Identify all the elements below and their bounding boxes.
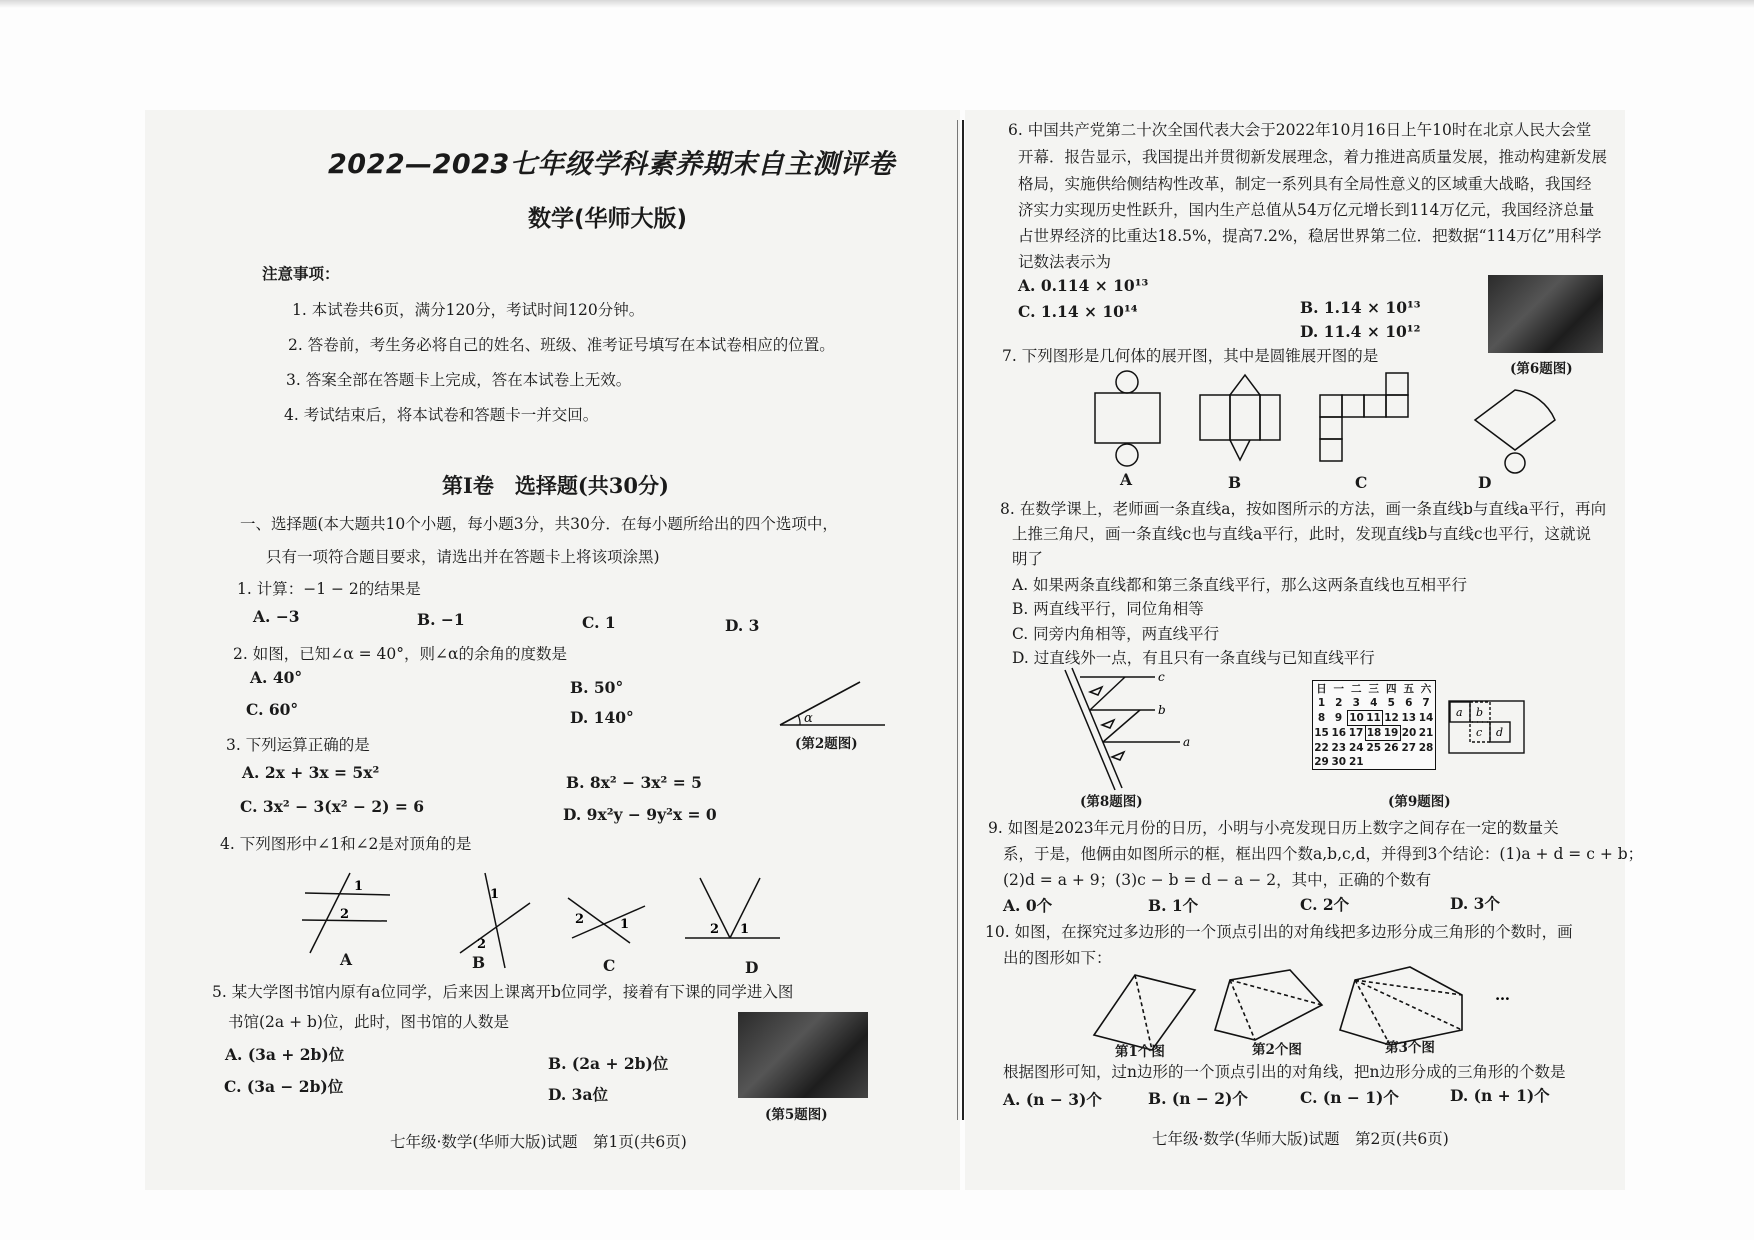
q3-stem: 3. 下列运算正确的是 (226, 736, 370, 754)
q8-stem: 明了 (1012, 550, 1044, 568)
q10-option-a: A. (n − 3)个 (1003, 1090, 1102, 1109)
q9-option-b: B. 1个 (1148, 896, 1199, 915)
calendar-table (1312, 680, 1436, 770)
notice-heading: 注意事项： (262, 264, 340, 283)
q6-option-d: D. 11.4 × 10¹² (1300, 322, 1421, 341)
q9-figure-caption: (第9题图) (1388, 794, 1451, 810)
q5-option-c: C. (3a − 2b)位 (224, 1077, 344, 1096)
q6-line: 开幕．报告显示，我国提出并贯彻新发展理念，着力推进高质量发展，推动构建新发展 (1018, 148, 1608, 166)
q10-figure-2-label: 第2个图 (1252, 1042, 1302, 1058)
q8-figure-caption: (第8题图) (1080, 794, 1143, 810)
q1-option-c: C. 1 (582, 613, 616, 632)
q4-figure-c (568, 898, 645, 943)
q8-option-a: A. 如果两条直线都和第三条直线平行，那么这两条直线也互相平行 (1012, 576, 1468, 594)
svg-text:a: a (1183, 735, 1191, 749)
q10-figure-1-label: 第1个图 (1115, 1044, 1165, 1060)
svg-text:1: 1 (620, 917, 630, 932)
svg-text:c: c (1158, 670, 1165, 684)
q6-option-a: A. 0.114 × 10¹³ (1018, 276, 1149, 295)
exam-title: 2022—2023七年级学科素养期末自主测评卷 (328, 149, 895, 180)
svg-text:b: b (1158, 703, 1166, 717)
q3-option-b: B. 8x² − 3x² = 5 (566, 773, 702, 792)
q5-figure-caption: (第5题图) (765, 1107, 828, 1123)
library-photo (738, 1012, 868, 1098)
q4-figure-a (302, 873, 390, 953)
scan-edge (0, 0, 1754, 8)
q4-label-b: B (472, 953, 486, 972)
notice-item: 3. 答案全部在答题卡上完成，答在本试卷上无效。 (286, 371, 632, 389)
svg-text:c: c (1476, 726, 1483, 739)
q3-option-c: C. 3x² − 3(x² − 2) = 6 (240, 797, 425, 816)
congress-photo (1488, 275, 1603, 353)
q6-line: 占世界经济的比重达18.5%，提高7.2%，稳居世界第二位．把数据“114万亿”用科学 (1018, 227, 1602, 245)
q10-option-c: C. (n − 1)个 (1300, 1088, 1399, 1107)
svg-text:2: 2 (575, 912, 585, 927)
section-title: 第Ⅰ卷 选择题(共30分) (442, 473, 669, 498)
cube-net (1320, 373, 1408, 461)
svg-text:a: a (1456, 706, 1463, 719)
q8-stem: 上推三角尺，画一条直线c也与直线a平行，此时，发现直线b与直线c也平行，这就说 (1012, 525, 1592, 543)
svg-text:2: 2 (710, 922, 720, 937)
cylinder-net (1095, 371, 1160, 466)
q7-label-d: D (1478, 473, 1492, 492)
q1-option-d: D. 3 (725, 616, 760, 635)
q10-option-d: D. (n + 1)个 (1450, 1086, 1550, 1105)
q8-option-b: B. 两直线平行，同位角相等 (1012, 600, 1204, 618)
q4-figures (290, 868, 810, 968)
q6-line: 格局，实施供给侧结构性改革，制定一系列具有全局性意义的区域重大战略，我国经 (1018, 175, 1592, 193)
q9-option-c: C. 2个 (1300, 895, 1350, 914)
q2-option-b: B. 50° (570, 678, 624, 697)
q5-option-b: B. (2a + 2b)位 (548, 1054, 669, 1073)
q1-stem: 1. 计算：−1 − 2的结果是 (237, 580, 421, 598)
svg-text:2: 2 (477, 937, 487, 952)
q3-option-d: D. 9x²y − 9y²x = 0 (563, 805, 717, 824)
q5-option-d: D. 3a位 (548, 1085, 609, 1104)
q10-stem: 根据图形可知，过n边形的一个顶点引出的对角线，把n边形分成的三角形的个数是 (1003, 1063, 1566, 1081)
svg-text:b: b (1476, 706, 1484, 719)
q5-stem: 书馆(2a + b)位，此时，图书馆的人数是 (228, 1013, 509, 1031)
svg-text:2: 2 (340, 907, 350, 922)
q10-polygon-figures (1090, 965, 1510, 1040)
svg-text:1: 1 (354, 879, 364, 894)
calendar-row: 15 16 17 18 19 20 21 (1314, 727, 1434, 740)
q4-stem: 4. 下列图形中∠1和∠2是对顶角的是 (220, 835, 472, 853)
q9-option-a: A. 0个 (1003, 896, 1053, 915)
q9-stem: 9. 如图是2023年元月份的日历，小明与小亮发现日历上数字之间存在一定的数量关 (988, 819, 1559, 837)
q10-figure-3-label: 第3个图 (1385, 1040, 1435, 1056)
alpha-label: α (804, 711, 813, 726)
q6-line: 6. 中国共产党第二十次全国代表大会于2022年10月16日上午10时在北京人民大会堂 (1008, 121, 1592, 139)
q4-label-d: D (745, 958, 759, 977)
q6-option-b: B. 1.14 × 10¹³ (1300, 298, 1421, 317)
q10-option-b: B. (n − 2)个 (1148, 1089, 1248, 1108)
calendar-row: 8 9 10 11 12 13 14 (1317, 711, 1434, 724)
section-intro: 只有一项符合题目要求，请选出并在答题卡上将该项涂黑) (266, 548, 660, 566)
notice-item: 4. 考试结束后，将本试卷和答题卡一并交回。 (284, 406, 599, 424)
q4-figure-d (685, 878, 780, 938)
q7-net-figures (1080, 365, 1600, 475)
q6-option-c: C. 1.14 × 10¹⁴ (1018, 302, 1138, 321)
q6-figure-caption: (第6题图) (1510, 361, 1573, 377)
calendar-header: 日 一 二 三 四 五 六 (1316, 683, 1432, 695)
q1-option-a: A. −3 (253, 607, 300, 626)
q7-label-a: A (1120, 470, 1133, 489)
q10-stem: 10. 如图，在探究过多边形的一个顶点引出的对角线把多边形分成三角形的个数时，画 (985, 923, 1573, 941)
q9-frame-figure (1448, 700, 1528, 756)
q7-stem: 7. 下列图形是几何体的展开图，其中是圆锥展开图的是 (1002, 347, 1379, 365)
calendar-row: 22 23 24 25 26 27 28 (1314, 741, 1434, 754)
q10-stem: 出的图形如下： (1003, 949, 1112, 967)
notice-item: 1. 本试卷共6页，满分120分，考试时间120分钟。 (292, 301, 645, 319)
q4-label-c: C (603, 956, 616, 975)
cone-net (1475, 390, 1555, 473)
q9-stem: (2)d = a + 9；(3)c − b = d − a − 2，其中，正确的个数有 (1003, 871, 1432, 889)
q8-option-c: C. 同旁内角相等，两直线平行 (1012, 625, 1220, 643)
q8-stem: 8. 在数学课上，老师画一条直线a，按如图所示的方法，画一条直线b与直线a平行，再向 (1000, 500, 1607, 518)
q8-parallel-figure (1060, 665, 1200, 795)
section-intro: 一、选择题(本大题共10个小题，每小题3分，共30分．在每小题所给出的四个选项中， (240, 515, 838, 533)
page-divider-shadow (957, 120, 958, 1120)
prism-net (1200, 375, 1280, 460)
q2-option-d: D. 140° (570, 708, 634, 727)
page-divider (962, 120, 964, 1120)
q7-label-c: C (1355, 473, 1368, 492)
q2-stem: 2. 如图，已知∠α = 40°，则∠α的余角的度数是 (233, 645, 567, 663)
q8-option-d: D. 过直线外一点，有且只有一条直线与已知直线平行 (1012, 649, 1375, 667)
q7-label-b: B (1228, 473, 1242, 492)
q4-label-a: A (340, 950, 353, 969)
calendar-row: 1 2 3 4 5 6 7 (1317, 697, 1430, 710)
q5-option-a: A. (3a + 2b)位 (225, 1045, 345, 1064)
svg-text:1: 1 (490, 887, 500, 902)
q5-stem: 5. 某大学图书馆内原有a位同学，后来因上课离开b位同学，接着有下课的同学进入图 (212, 983, 794, 1001)
q6-line: 记数法表示为 (1018, 253, 1112, 271)
svg-text:…: … (1495, 986, 1510, 1004)
q9-option-d: D. 3个 (1450, 894, 1500, 913)
quadrilateral (1094, 975, 1195, 1050)
exam-subtitle: 数学(华师大版) (528, 206, 688, 232)
hexagon (1340, 967, 1462, 1045)
calendar-row: 29 30 21 (1314, 756, 1364, 768)
q4-figure-b (460, 873, 530, 968)
notice-item: 2. 答卷前，考生务必将自己的姓名、班级、准考证号填写在本试卷相应的位置。 (288, 336, 835, 354)
q1-option-b: B. −1 (417, 610, 465, 629)
q2-angle-figure (770, 680, 890, 730)
q2-option-a: A. 40° (250, 668, 303, 687)
svg-text:d: d (1496, 726, 1504, 739)
q3-option-a: A. 2x + 3x = 5x² (242, 763, 380, 782)
q2-figure-caption: (第2题图) (795, 736, 858, 752)
q2-option-c: C. 60° (246, 700, 299, 719)
svg-text:1: 1 (740, 922, 750, 937)
q6-line: 济实力实现历史性跃升，国内生产总值从54万亿元增长到114万亿元，我国经济总量 (1018, 201, 1595, 219)
page1-footer: 七年级·数学(华师大版)试题 第1页(共6页) (390, 1133, 687, 1151)
page2-footer: 七年级·数学(华师大版)试题 第2页(共6页) (1152, 1130, 1449, 1148)
q9-stem: 系，于是，他俩由如图所示的框，框出四个数a,b,c,d，并得到3个结论：(1)a + d = c + b； (1003, 845, 1644, 863)
